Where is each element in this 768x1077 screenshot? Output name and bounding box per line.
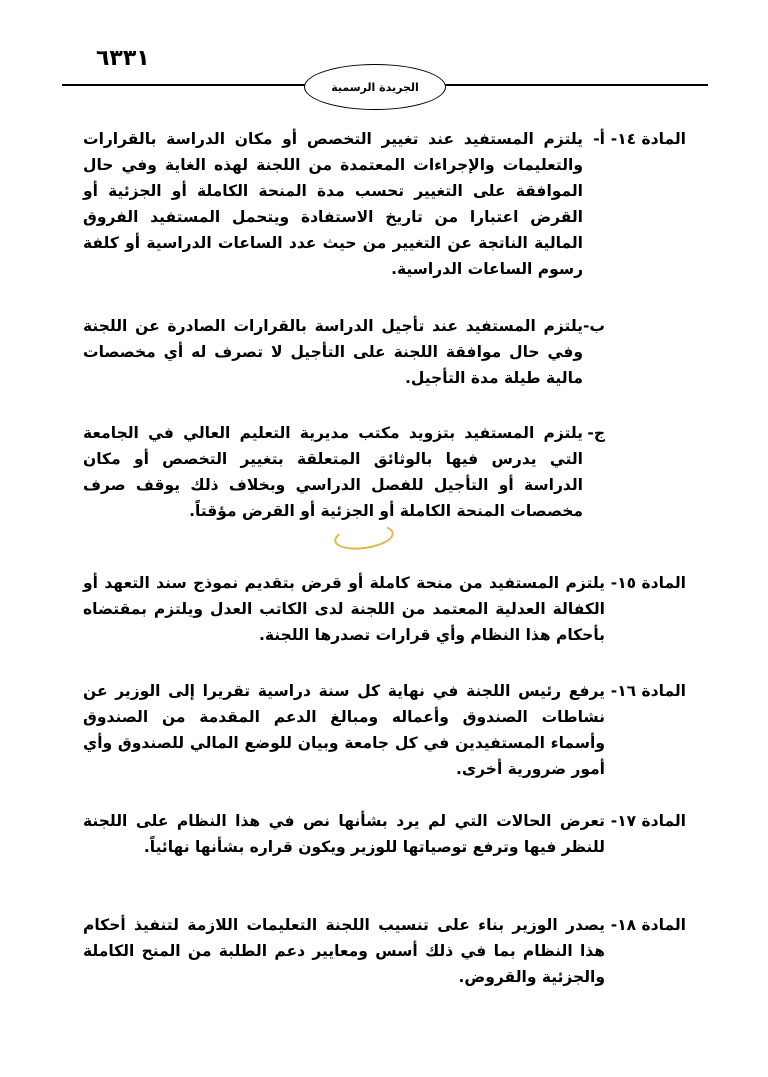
article-14-item-a-letter: أ- bbox=[593, 130, 605, 148]
article-16-text: يرفع رئيس اللجنة في نهاية كل سنة دراسية تقريرا إلى الوزير عن نشاطات الصندوق وأعماله ومبالغ الدعم المقدمة من الصندوق وأسماء المستفيدين في كل جامعة وبيان للوضع المالي للصندوق وأي أمور ضرورية أخرى. bbox=[83, 682, 605, 778]
article-15-label: المادة ١٥- bbox=[610, 574, 686, 592]
journal-title-oval bbox=[304, 64, 446, 110]
article-14-item-b-text: يلتزم المستفيد عند تأجيل الدراسة بالقرارات الصادرة عن اللجنة وفي حال موافقة اللجنة على التأجيل لا تصرف له أي مخصصات مالية طيلة مدة التأجيل. bbox=[83, 317, 583, 387]
article-14-item-a-text: يلتزم المستفيد عند تغيير التخصص أو مكان الدراسة بالقرارات والتعليمات والإجراءات المعتمدة من اللجنة لهذه الغاية وفي حال الموافقة على التغيير تحسب مدة المنحة الكاملة أو الجزئية أو القرض اعتبارا من تاريخ الاستفادة ويتحمل المستفيد الفروق المالية الناتجة عن التغيير من حيث عدد الساعات الدراسية أو كلفة رسوم الساعات الدراسية. bbox=[83, 130, 583, 278]
article-14-item-c-letter: ج- bbox=[587, 424, 605, 442]
article-17-label: المادة ١٧- bbox=[610, 812, 686, 830]
journal-title: الجريدة الرسمية bbox=[331, 80, 419, 94]
article-15-text: يلتزم المستفيد من منحة كاملة أو قرض بتقديم نموذج سند التعهد أو الكفالة العدلية المعتمد من اللجنة لدى الكاتب العدل ويلتزم بمقتضاه بأحكام هذا النظام وأي قرارات تصدرها اللجنة. bbox=[83, 574, 605, 644]
highlight-mark bbox=[333, 521, 396, 553]
article-18-label: المادة ١٨- bbox=[610, 916, 686, 934]
article-14-label: المادة ١٤- bbox=[610, 130, 686, 148]
page-number: ٦٣٣١ bbox=[96, 46, 150, 71]
article-14-item-c-text: يلتزم المستفيد بتزويد مكتب مديرية التعليم العالي في الجامعة التي يدرس فيها بالوثائق المتعلقة بتغيير التخصص أو مكان الدراسة أو التأجيل للفصل الدراسي وبخلاف ذلك يوقف صرف مخصصات المنحة الكاملة أو الجزئية أو القرض مؤقتاً. bbox=[83, 424, 583, 520]
article-16-label: المادة ١٦- bbox=[610, 682, 686, 700]
article-14-item-b-letter: ب- bbox=[582, 317, 605, 335]
article-18-text: يصدر الوزير بناء على تنسيب اللجنة التعليمات اللازمة لتنفيذ أحكام هذا النظام بما في ذلك أسس ومعايير دعم الطلبة من المنح الكاملة والجزئية والقروض. bbox=[83, 916, 605, 986]
article-17-text: تعرض الحالات التي لم يرد بشأنها نص في هذا النظام على اللجنة للنظر فيها وترفع توصياتها للوزير ويكون قراره بشأنها نهائياً. bbox=[83, 812, 605, 856]
